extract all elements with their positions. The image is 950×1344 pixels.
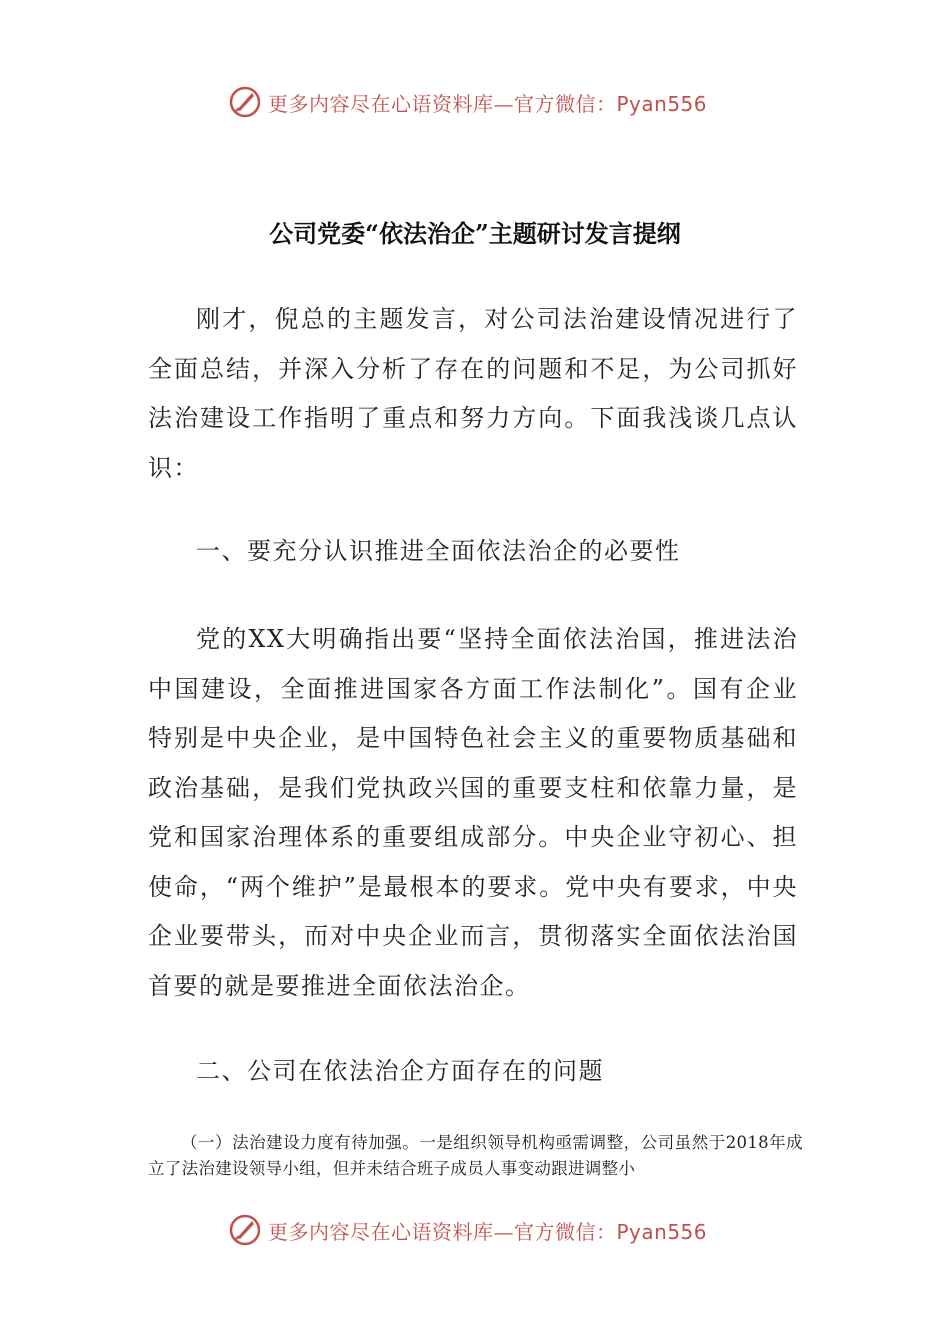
quill-pen-logo-icon [228, 1213, 262, 1247]
watermark-banner-bottom [228, 1210, 748, 1250]
watermark-text: 更多内容尽在心语资料库—官方微信：Pyan556 [268, 91, 708, 116]
watermark-text: 更多内容尽在心语资料库—官方微信：Pyan556 [268, 1219, 708, 1244]
intro-paragraph: 刚才，倪总的主题发言，对公司法治建设情况进行了全面总结，并深入分析了存在的问题和不足，为公司抓好法治建设工作指明了重点和努力方向。下面我浅谈几点认识： [148, 305, 798, 482]
quill-pen-logo-icon [228, 85, 262, 119]
section2-heading: 二、公司在依法治企方面存在的问题 [196, 1057, 604, 1085]
section1-body: 党的XX大明确指出要“坚持全面依法治国，推进法治中国建设，全面推进国家各方面工作法制化”。国有企业特别是中央企业，是中国特色社会主义的重要物质基础和政治基础，是我们党执政兴国的重要支柱和依靠力量，是党和国家治理体系的重要组成部分。中央企业守初心、担使命，“两个维护”是最根本的要求。党中央有要求，中央企业要带头，而对中央企业而言，贯彻落实全面依法治国首要的就是要推进全面依法治企。 [148, 625, 798, 1000]
wechat-id: Pyan556 [616, 1219, 708, 1244]
document-title: 公司党委“依法治企”主题研讨发言提纲 [269, 219, 681, 248]
section2-subsection1: （一）法治建设力度有待加强。一是组织领导机构亟需调整，公司虽然于2018年成立了法治建设领导小组，但并未结合班子成员人事变动跟进调整小 [148, 1133, 803, 1178]
section1-heading: 一、要充分认识推进全面依法治企的必要性 [196, 537, 681, 565]
wechat-id: Pyan556 [616, 91, 708, 116]
watermark-banner-top [228, 82, 748, 122]
